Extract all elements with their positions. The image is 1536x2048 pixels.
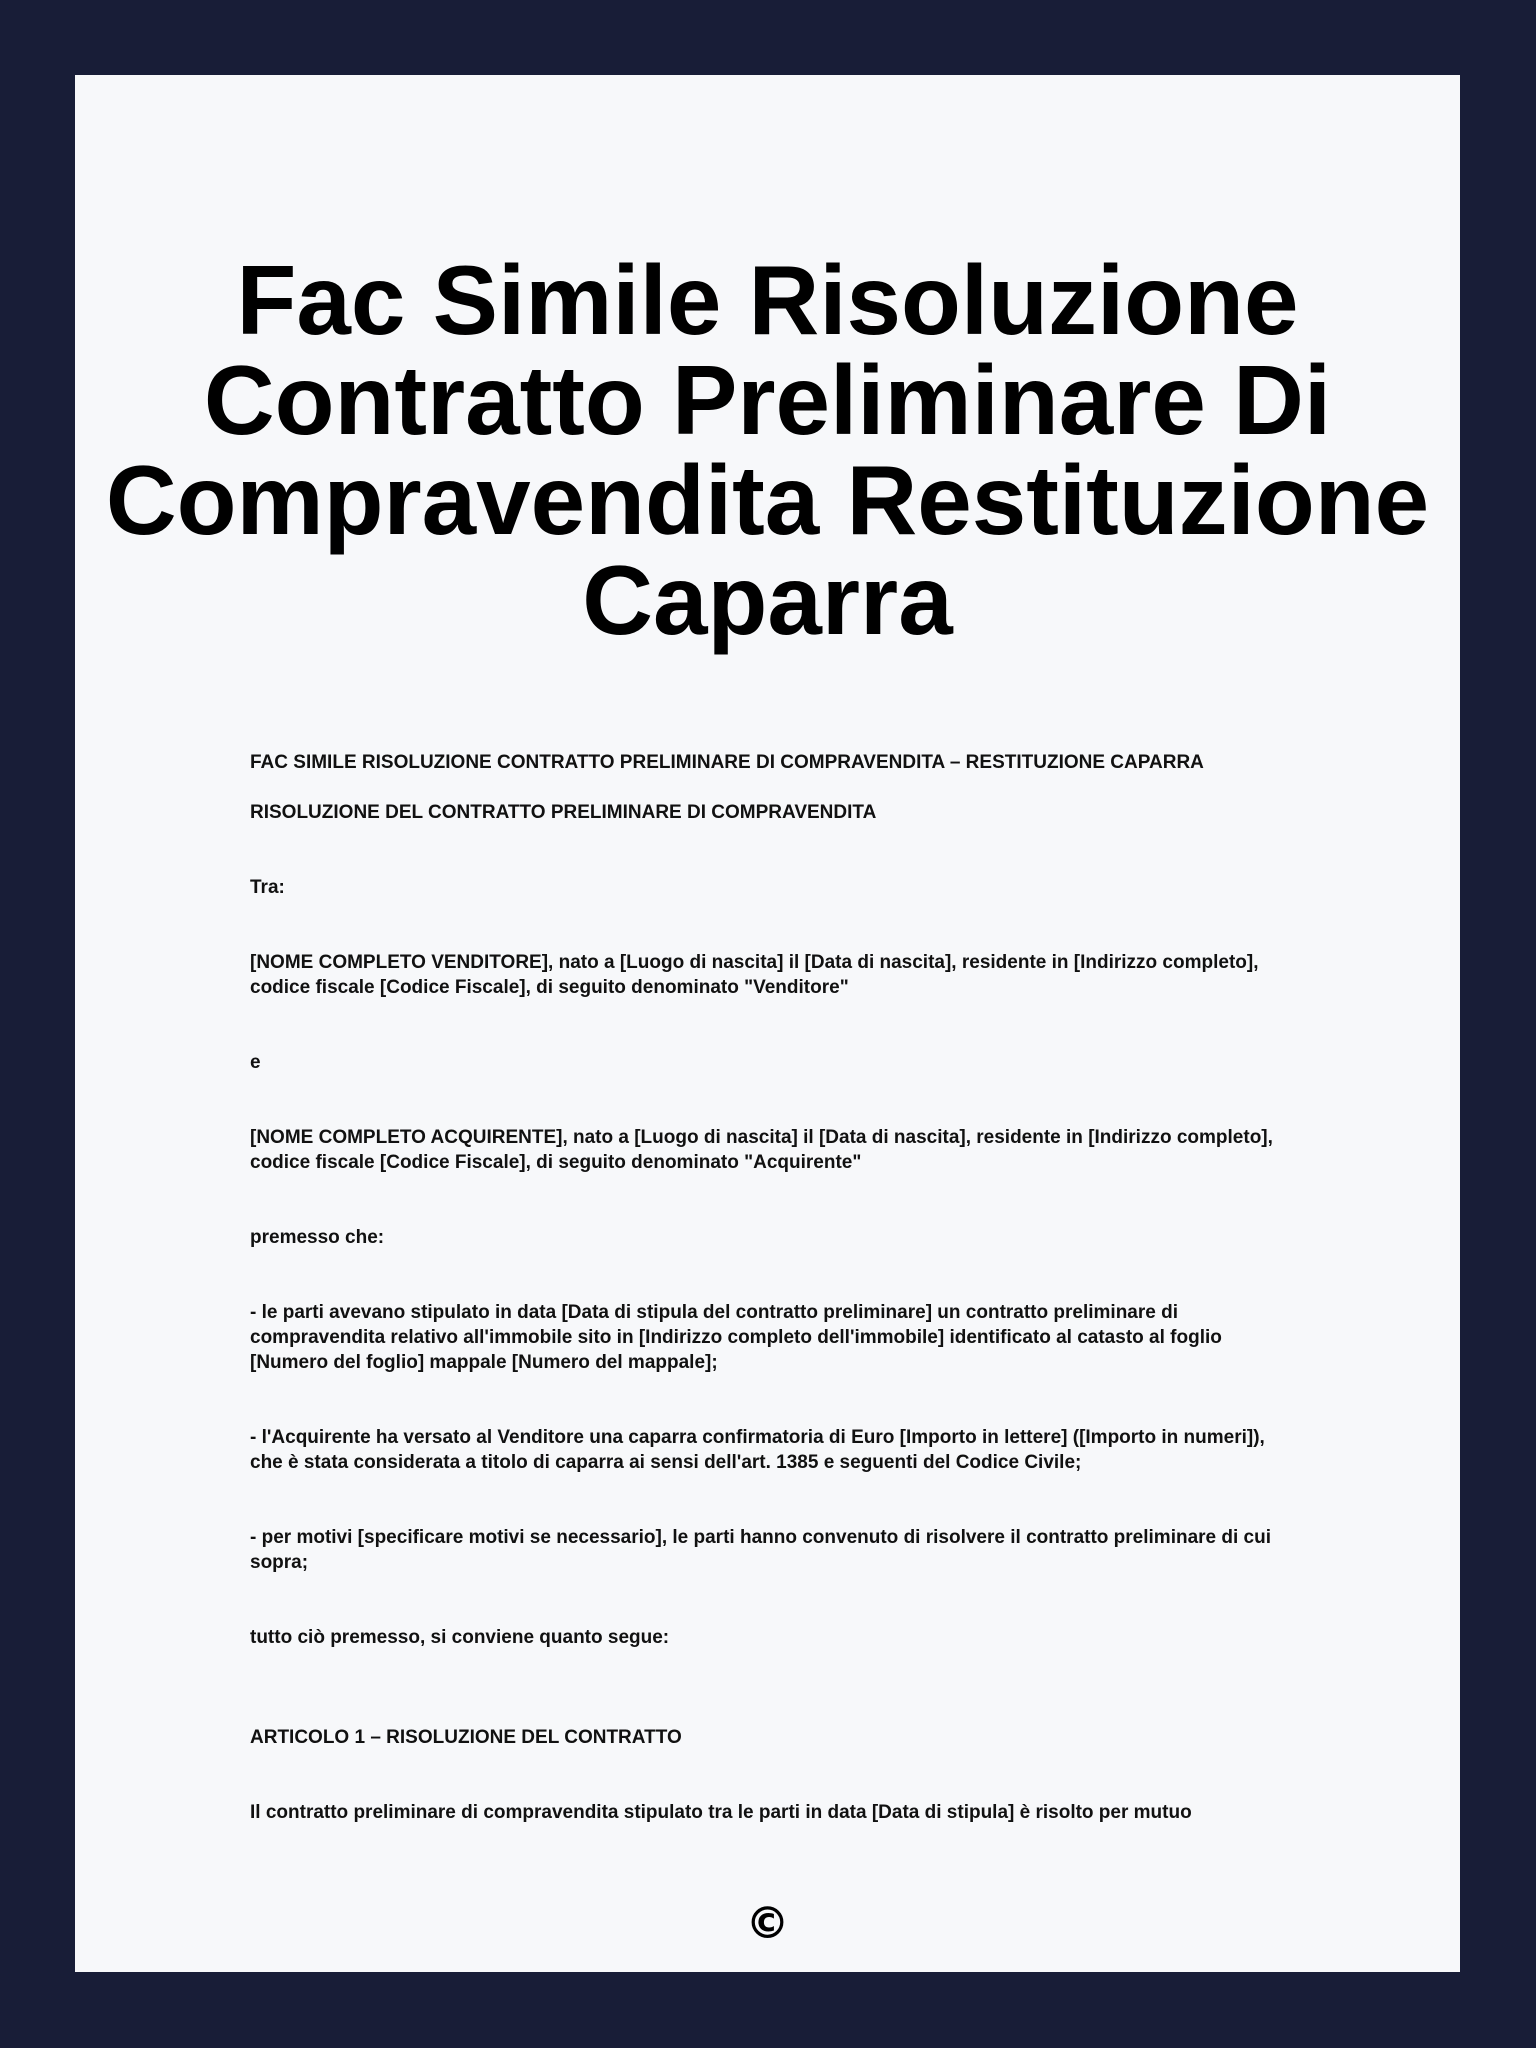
paragraph-acquirente: [NOME COMPLETO ACQUIRENTE], nato a [Luogo di nascita] il [Data di nascita], residente in [Indirizzo completo], codice fiscale [Codice Fiscale], di seguito denominato "Acquirente" (250, 1127, 1273, 1173)
paragraph-convenzione: tutto ciò premesso, si conviene quanto segue: (250, 1627, 670, 1648)
paragraph-tra: Tra: (250, 877, 285, 898)
paragraph-premessa-1: - le parti avevano stipulato in data [Data di stipula del contratto preliminare] un contratto preliminare di compravendita relativo all'immobile sito in [Indirizzo completo dell'immobile] identificato al catasto al foglio [Numero del foglio] mappale [Numero del mappale]; (250, 1302, 1222, 1373)
article-1-title: ARTICOLO 1 – RISOLUZIONE DEL CONTRATTO (250, 1727, 682, 1748)
page-title: Fac Simile Risoluzione Contratto Preliminare Di Compravendita Restituzione Caparra (105, 245, 1430, 655)
paragraph-premesso: premesso che: (250, 1227, 385, 1248)
paragraph-premessa-3: - per motivi [specificare motivi se necessario], le parti hanno convenuto di risolvere il contratto preliminare di cui sopra; (250, 1527, 1271, 1573)
paragraph-venditore: [NOME COMPLETO VENDITORE], nato a [Luogo di nascita] il [Data di nascita], residente in [Indirizzo completo], codice fiscale [Codice Fiscale], di seguito denominato "Venditore" (250, 952, 1259, 998)
paragraph-premessa-2: - l'Acquirente ha versato al Venditore una caparra confirmatoria di Euro [Importo in lettere] ([Importo in numeri]), che è stata considerata a titolo di caparra ai sensi dell'art. 1385 e seguenti del Codice Civile; (250, 1427, 1265, 1473)
document-heading: FAC SIMILE RISOLUZIONE CONTRATTO PRELIMINARE DI COMPRAVENDITA – RESTITUZIONE CAPARRA (250, 752, 1204, 773)
paragraph-e: e (250, 1052, 261, 1073)
document-subheading: RISOLUZIONE DEL CONTRATTO PRELIMINARE DI COMPRAVENDITA (250, 802, 877, 823)
document-page (75, 75, 1460, 1972)
copyright-icon: © (745, 1898, 790, 1949)
article-1-text: Il contratto preliminare di compravendita stipulato tra le parti in data [Data di stipula] è risolto per mutuo (250, 1802, 1192, 1823)
document-body (250, 750, 1290, 1825)
